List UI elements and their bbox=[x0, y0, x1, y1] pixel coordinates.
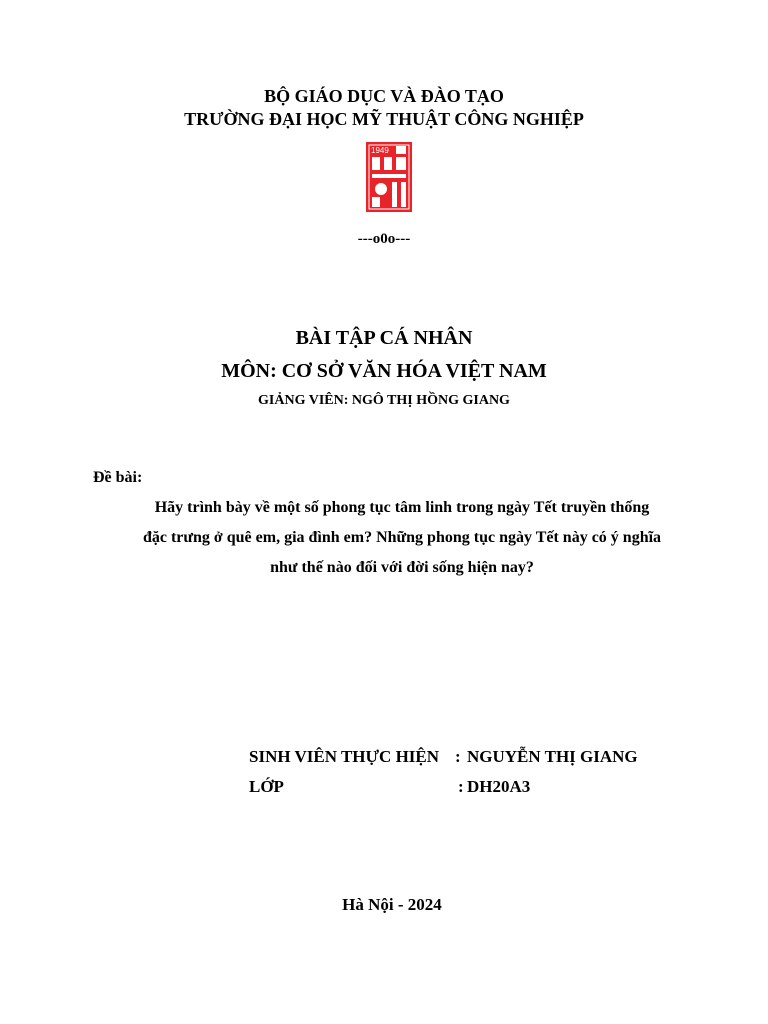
logo-column-2 bbox=[401, 182, 406, 207]
logo-bar-1 bbox=[372, 157, 380, 170]
logo-column-1 bbox=[392, 182, 397, 207]
logo-bar-3 bbox=[396, 157, 406, 170]
logo-foot-1 bbox=[372, 197, 380, 207]
student-colon: : bbox=[455, 747, 461, 766]
logo-bar-2 bbox=[384, 157, 392, 170]
subject-title: MÔN: CƠ SỞ VĂN HÓA VIỆT NAM bbox=[221, 360, 547, 382]
logo-year: 1949 bbox=[371, 146, 389, 155]
class-colon: : bbox=[458, 777, 464, 796]
topic-label: Đề bài: bbox=[93, 469, 143, 486]
ministry-heading: BỘ GIÁO DỤC VÀ ĐÀO TẠO bbox=[264, 86, 504, 106]
class-label: LỚP bbox=[249, 777, 284, 796]
document-type-title: BÀI TẬP CÁ NHÂN bbox=[295, 327, 473, 349]
logo-corner-block bbox=[396, 146, 406, 154]
topic-line-1: Hãy trình bày về một số phong tục tâm linh trong ngày Tết truyền thống bbox=[154, 499, 650, 516]
logo-circle bbox=[375, 183, 387, 195]
lecturer-name: GIẢNG VIÊN: NGÔ THỊ HỒNG GIANG bbox=[258, 393, 510, 408]
university-heading: TRƯỜNG ĐẠI HỌC MỸ THUẬT CÔNG NGHIỆP bbox=[184, 109, 584, 129]
class-code: DH20A3 bbox=[467, 777, 531, 796]
student-label: SINH VIÊN THỰC HIỆN bbox=[249, 747, 440, 766]
logo-stripe bbox=[372, 174, 406, 178]
topic-line-3: như thế nào đối với đời sống hiện nay? bbox=[270, 559, 534, 576]
place-date: Hà Nội - 2024 bbox=[342, 895, 442, 914]
separator-ornament: ---o0o--- bbox=[357, 231, 411, 247]
student-name: NGUYỄN THỊ GIANG bbox=[467, 747, 638, 766]
university-logo-icon bbox=[366, 142, 412, 212]
topic-line-2: đặc trưng ở quê em, gia đình em? Những phong tục ngày Tết này có ý nghĩa bbox=[142, 529, 662, 546]
